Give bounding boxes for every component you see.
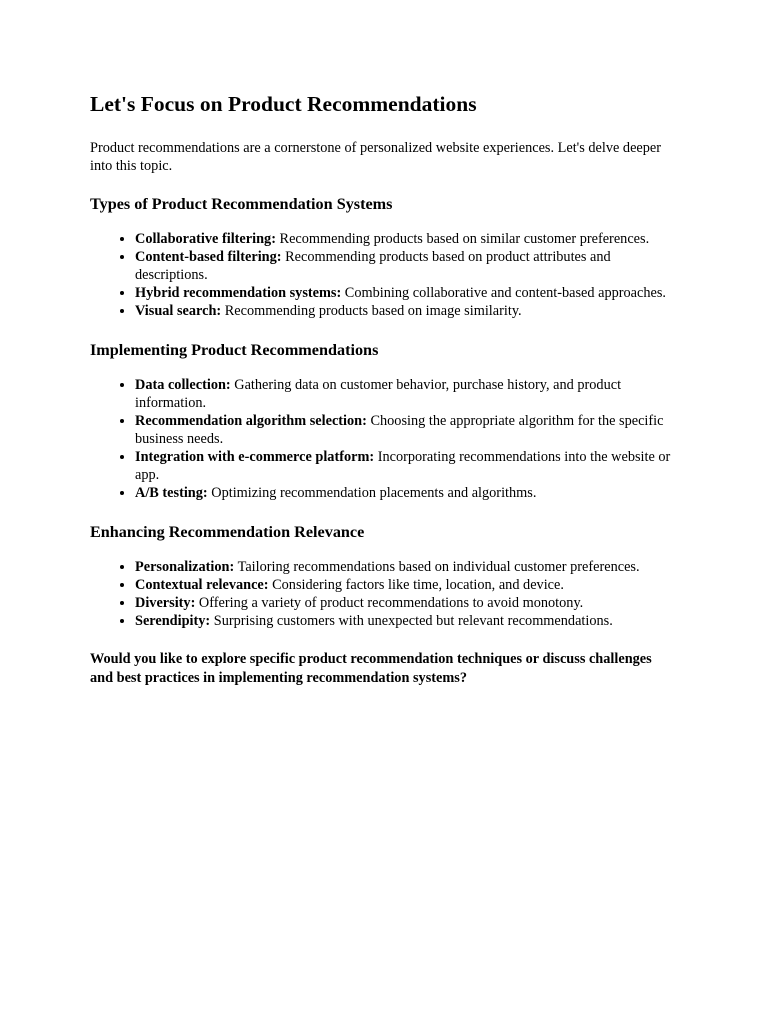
item-text: Considering factors like time, location, and device. (268, 576, 564, 593)
item-text: Choosing the appropriate algorithm for the specific business needs. (135, 412, 664, 447)
list-item (135, 248, 678, 284)
list-item (135, 612, 678, 630)
intro-paragraph: Product recommendations are a cornerstone of personalized website experiences. Let's delve deeper into this topic. (90, 139, 662, 174)
item-term: Serendipity: (135, 612, 211, 629)
item-term: Personalization: (135, 558, 235, 575)
item-term: Diversity: (135, 594, 196, 611)
section-heading-implementing: Implementing Product Recommendations (90, 340, 379, 359)
item-text: Recommending products based on similar customer preferences. (275, 230, 650, 247)
list-item (135, 284, 678, 302)
item-term: Contextual relevance: (135, 576, 269, 593)
item-term: Recommendation algorithm selection: (135, 412, 367, 429)
item-term: Hybrid recommendation systems: (135, 284, 342, 301)
item-text: Optimizing recommendation placements and algorithms. (207, 484, 537, 501)
item-text: Gathering data on customer behavior, purchase history, and product information. (135, 376, 622, 411)
item-text: Combining collaborative and content-based approaches. (341, 284, 666, 301)
list-item (135, 576, 678, 594)
list-item (135, 376, 678, 412)
closing-question: Would you like to explore specific product recommendation techniques or discuss challenges and best practices in implementing recommendation systems? (90, 650, 652, 686)
item-text: Offering a variety of product recommendations to avoid monotony. (195, 594, 584, 611)
list-item (135, 412, 678, 448)
list-item (135, 484, 678, 502)
item-text: Tailoring recommendations based on individual customer preferences. (234, 558, 640, 575)
list-item (135, 558, 678, 576)
list-item (135, 230, 678, 248)
list-enhancing (90, 558, 678, 630)
item-text: Surprising customers with unexpected but relevant recommendations. (210, 612, 613, 629)
list-implementing (90, 376, 678, 502)
list-types (90, 230, 678, 320)
list-item (135, 302, 678, 320)
list-item (135, 448, 678, 484)
item-term: Collaborative filtering: (135, 230, 276, 247)
item-term: A/B testing: (135, 484, 208, 501)
item-text: Incorporating recommendations into the website or app. (135, 448, 671, 483)
item-term: Integration with e-commerce platform: (135, 448, 375, 465)
item-text: Recommending products based on image similarity. (221, 302, 522, 319)
section-heading-types: Types of Product Recommendation Systems (90, 194, 393, 213)
item-term: Content-based filtering: (135, 248, 282, 265)
list-item (135, 594, 678, 612)
item-term: Visual search: (135, 302, 222, 319)
page-title: Let's Focus on Product Recommendations (90, 92, 477, 116)
item-term: Data collection: (135, 376, 231, 393)
item-text: Recommending products based on product attributes and descriptions. (135, 248, 611, 283)
section-heading-enhancing: Enhancing Recommendation Relevance (90, 522, 365, 541)
